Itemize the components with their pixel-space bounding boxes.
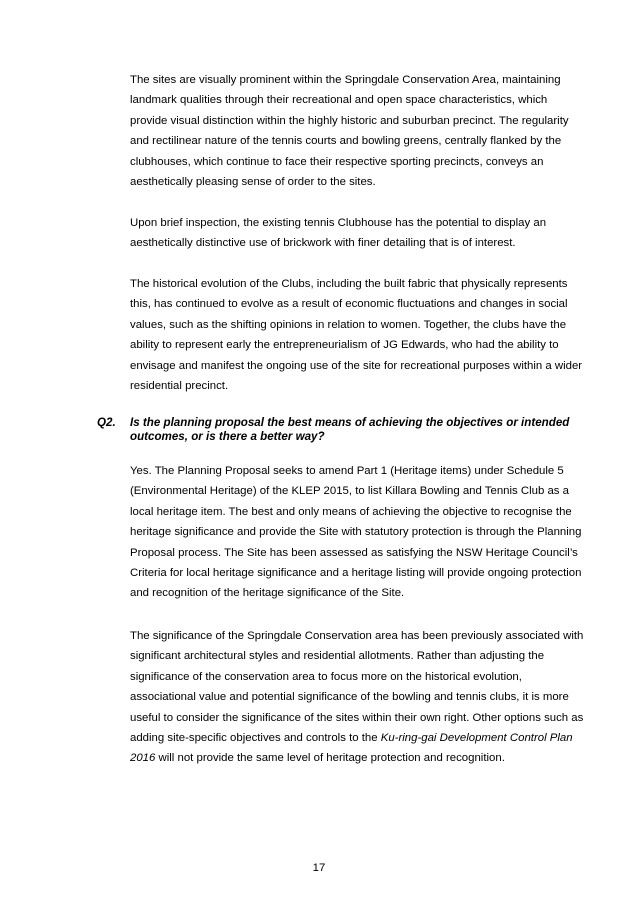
question-heading: Is the planning proposal the best means of achieving the objectives or intended outcomes, or is there a better way?: [130, 416, 570, 443]
answer-paragraph-2-text: The significance of the Springdale Conservation area has been previously associated with significant architectural styles and residential allotments. Rather than adjusting the significance of the conservation area to focus more on the historical evolution, associational value and potential significance of the bowling and tennis clubs, it is more useful to consider the significance of the sites within their own right. Other options such as adding site-specific objectives and controls to the: [130, 630, 584, 745]
answer-paragraph-2-ending: will not provide the same level of heritage protection and recognition.: [155, 752, 505, 765]
paragraph-historical-evolution: The historical evolution of the Clubs, including the built fabric that physically represents this, has continued to evolve as a result of economic fluctuations and changes in social values, such as the shifting opinions in relation to women. Together, the clubs have the ability to represent early the entrepreneurialism of JG Edwards, who had the ability to envisage and manifest the ongoing use of the site for recreational purposes within a wider residential precinct.: [130, 278, 583, 393]
answer-paragraph-1: Yes. The Planning Proposal seeks to amend Part 1 (Heritage items) under Schedule 5 (Environmental Heritage) of the KLEP 2015, to list Killara Bowling and Tennis Club as a local heritage item. The best and only means of achieving the objective to recognise the heritage significance and provide the Site with statutory protection is through the Planning Proposal process. The Site has been assessed as satisfying the NSW Heritage Council’s Criteria for local heritage significance and a heritage listing will provide ongoing protection and recognition of the heritage significance of the Site.: [130, 465, 582, 600]
question-label: Q2.: [97, 416, 116, 429]
paragraph-clubhouse-brickwork: Upon brief inspection, the existing tennis Clubhouse has the potential to display an aesthetically distinctive use of brickwork with finer detailing that is of interest.: [130, 217, 547, 250]
paragraph-site-prominence: The sites are visually prominent within the Springdale Conservation Area, maintaining landmark qualities through their recreational and open space characteristics, which provide visual distinction within the highly historic and suburban precinct. The regularity and rectilinear nature of the tennis courts and bowling greens, centrally flanked by the clubhouses, which continue to face their respective sporting precincts, conveys an aesthetically pleasing sense of order to the sites.: [130, 74, 569, 189]
page-number: 17: [312, 862, 326, 874]
dcp-title-italic: Ku-ring-gai Development Control Plan 2016: [130, 732, 573, 765]
answer-paragraph-2: [130, 626, 586, 769]
